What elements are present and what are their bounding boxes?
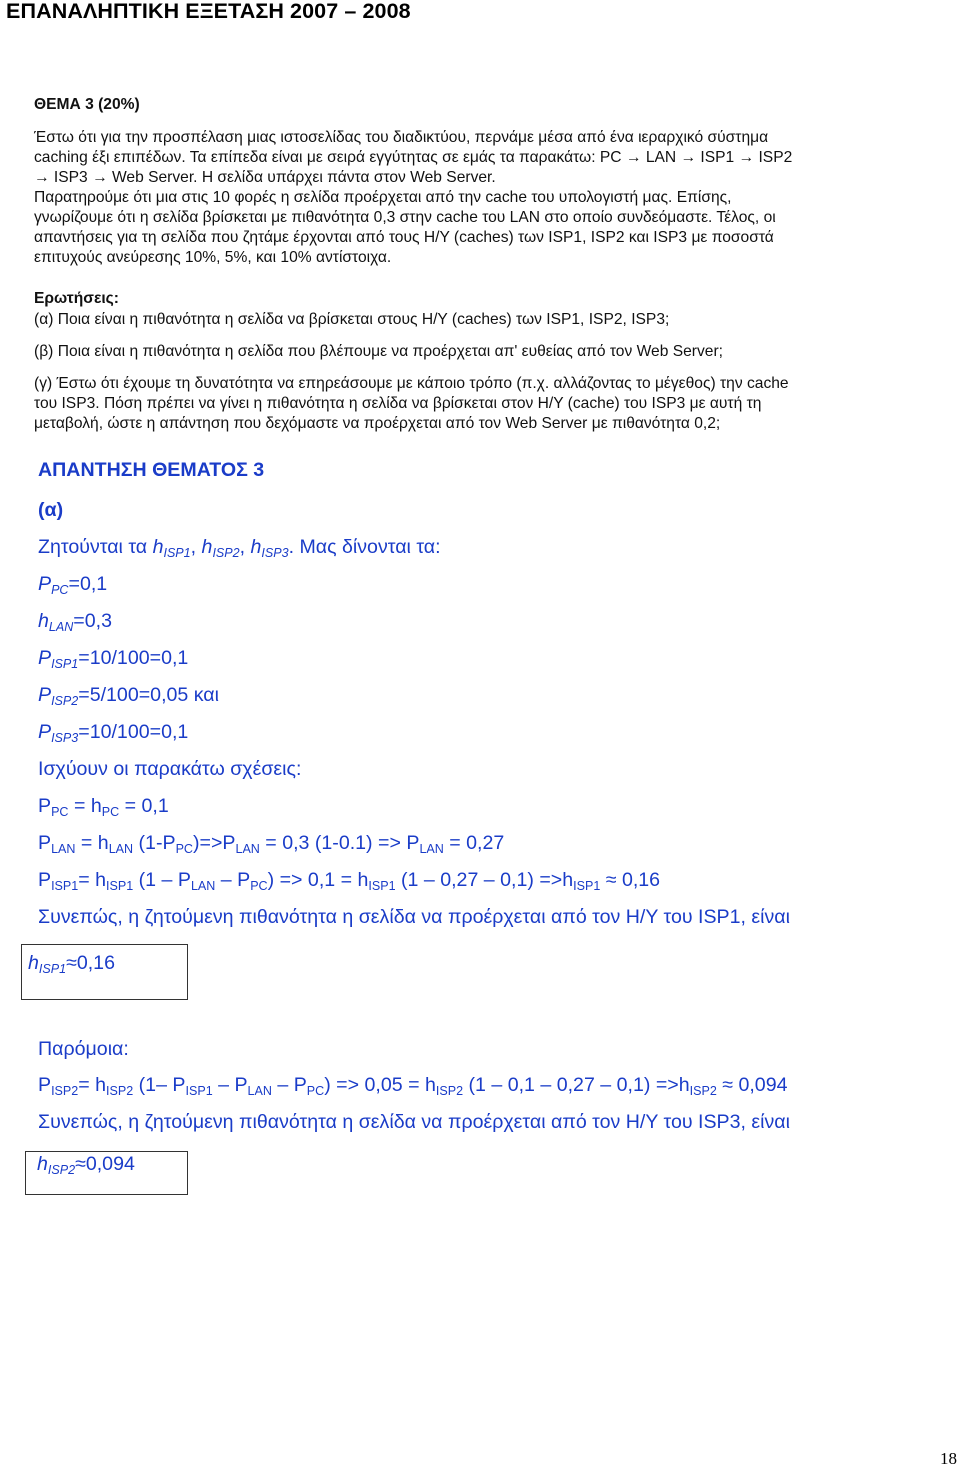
relations-intro: Ισχύουν οι παρακάτω σχέσεις: (38, 758, 302, 780)
problem-line-3: → ISP3 → Web Server. Η σελίδα υπάρχει πάντα στον Web Server. (34, 169, 496, 186)
given-p-isp2: $P_{ISP2}=5/100=0,05$ και (38, 684, 219, 708)
problem-line-7: επιτυχούς ανεύρεσης 10%, 5%, και 10% αντίστοιχα. (34, 249, 392, 266)
question-c-line-3: μεταβολή, ώστε η απάντηση που δεχόμαστε να προέρχεται από τον Web Server με πιθανότητα 0,2; (34, 415, 721, 432)
answer-title: ΑΠΑΝΤΗΣΗ ΘΕΜΑΤΟΣ 3 (38, 459, 265, 481)
equation-isp2: $P_{ISP2}= h_{ISP2}$ (1– $P_{ISP1} - P_{LAN} - P_{PC}) => 0,05 = h_{ISP2}$ $(1 - 0,1 - 0,27 - 0,1) =>h_{ISP2} \approx 0,094$ (38, 1074, 788, 1098)
question-a: (α) Ποια είναι η πιθανότητα η σελίδα να βρίσκεται στους Η/Υ (caches) των ISP1, ISP2, ISP3; (34, 311, 670, 328)
result-isp2: $h_{ISP2}\approx 0,094$ (37, 1153, 135, 1177)
question-b: (β) Ποια είναι η πιθανότητα η σελίδα που βλέπουμε να προέρχεται απ' ευθείας από τον Web Server; (34, 343, 723, 360)
question-c-line-1: (γ) Έστω ότι έχουμε τη δυνατότητα να επηρεάσουμε με κάποιο τρόπο (π.χ. αλλάζοντας το μέγεθος) την cache (34, 375, 789, 392)
similarly-label: Παρόμοια: (38, 1038, 129, 1060)
given-p-pc: $P_{PC}=0,1$ (38, 573, 108, 597)
equation-lan: $P_{LAN} = h_{LAN}$ $(1-P_{PC})=>P_{LAN} = 0,3$ $(1-0.1) => P_{LAN} = 0,27$ (38, 832, 505, 856)
problem-title: ΘΕΜΑ 3 (20%) (34, 96, 140, 113)
page-header-title: ΕΠΑΝΑΛΗΠΤΙΚΗ ΕΞΕΤΑΣΗ 2007 – 2008 (6, 0, 411, 23)
given-h-lan: $h_{LAN}=0,3$ (38, 610, 112, 634)
equation-pc: $P_{PC} = h_{PC} = 0,1$ (38, 795, 169, 819)
result-isp1: $h_{ISP1}\approx 0,16$ (28, 952, 115, 976)
answer-part-a-label: (α) (38, 499, 64, 521)
questions-label: Ερωτήσεις: (34, 290, 119, 307)
sought-line: Ζητούνται τα $h_{ISP1}$, $h_{ISP2}$, $h_{ISP3}$. Μας δίνονται τα: (38, 536, 441, 560)
conclusion-isp1: Συνεπώς, η ζητούμενη πιθανότητα η σελίδα να προέρχεται από τον Η/Υ του ISP1, είναι (38, 906, 790, 928)
question-c-line-2: του ISP3. Πόση πρέπει να γίνει η πιθανότητα η σελίδα να βρίσκεται στον Η/Υ (cache) του ISP3 με αυτή τη (34, 395, 762, 412)
given-p-isp1: $P_{ISP1}=10/100=0,1$ (38, 647, 189, 671)
equation-isp1: $P_{ISP1}= h_{ISP1}$ $(1 - P_{LAN} - P_{PC}) => 0,1 = h_{ISP1}$ $(1 - 0,27 - 0,1) =>h_{ISP1} \approx 0,16$ (38, 869, 661, 893)
problem-line-5: γνωρίζουμε ότι η σελίδα βρίσκεται με πιθανότητα 0,3 στην cache του LAN στο οποίο συνδεόμαστε. Τέλος, οι (34, 209, 776, 226)
problem-line-4: Παρατηρούμε ότι μια στις 10 φορές η σελίδα προέρχεται από την cache του υπολογιστή μας. Επίσης, (34, 189, 732, 206)
problem-line-6: απαντήσεις για τη σελίδα που ζητάμε έρχονται από τους Η/Υ (caches) των ISP1, ISP2 και ISP3 με ποσοστά (34, 229, 774, 246)
given-p-isp3: $P_{ISP3}=10/100=0,1$ (38, 721, 189, 745)
problem-line-1: Έστω ότι για την προσπέλαση μιας ιστοσελίδας του διαδικτύου, περνάμε μέσα από ένα ιεραρχικό σύστημα (34, 129, 769, 146)
problem-line-2: caching έξι επιπέδων. Τα επίπεδα είναι με σειρά εγγύτητας σε εμάς τα παρακάτω: PC → LAN → ISP1 → ISP2 (34, 149, 793, 166)
conclusion-isp3: Συνεπώς, η ζητούμενη πιθανότητα η σελίδα να προέρχεται από τον Η/Υ του ISP3, είναι (38, 1111, 790, 1133)
page-number: 18 (940, 1449, 957, 1468)
